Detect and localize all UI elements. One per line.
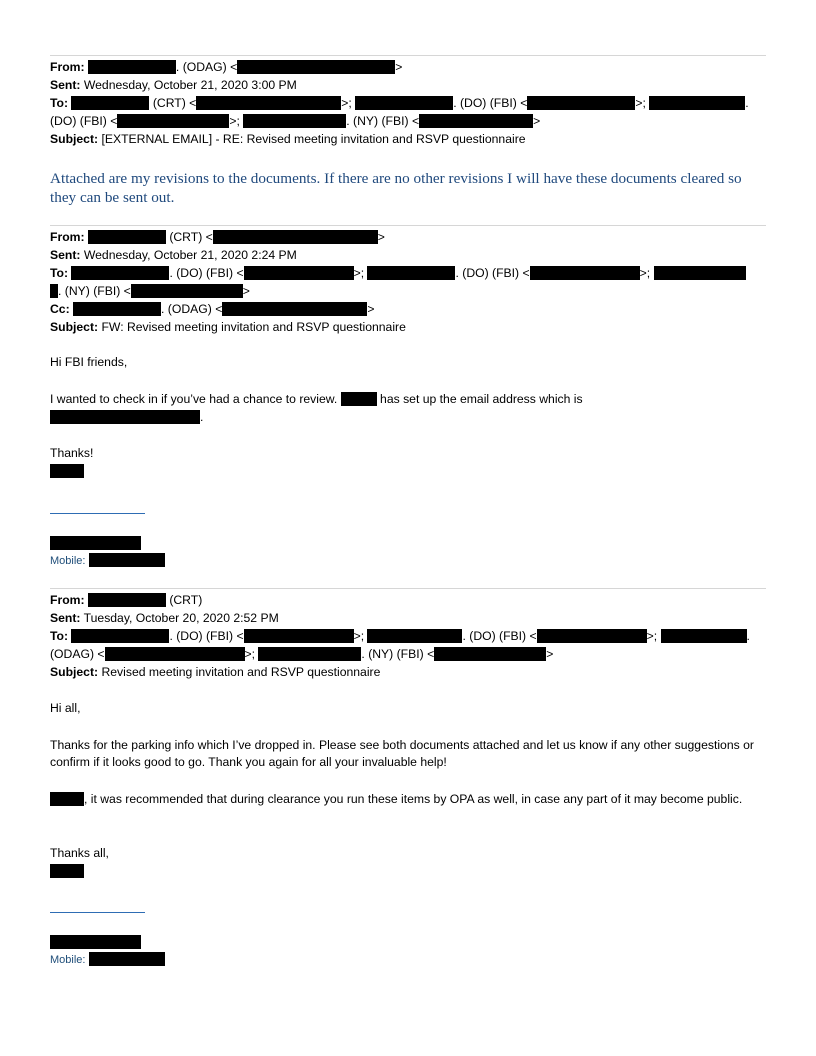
redaction-block xyxy=(89,952,165,966)
recipient-text: >; xyxy=(229,114,240,128)
redaction-block xyxy=(649,96,745,110)
redaction-block xyxy=(50,792,84,806)
redaction-block xyxy=(50,284,58,298)
recipient-text: >; xyxy=(353,629,365,643)
recipient-text: >; xyxy=(639,266,651,280)
from-label: From: xyxy=(50,230,85,244)
cc-label: Cc: xyxy=(50,302,70,316)
email3-subject-line xyxy=(50,664,380,681)
sent-value: Wednesday, October 21, 2020 2:24 PM xyxy=(83,248,297,262)
recipient-text: . (DO) (FBI) < xyxy=(455,266,530,280)
redaction-block xyxy=(222,302,367,316)
from-label: From: xyxy=(50,60,85,74)
recipient-text: . (NY) (FBI) < xyxy=(346,114,420,128)
redaction-block xyxy=(71,96,149,110)
email2-signature-name xyxy=(50,535,141,552)
recipient-text: >; xyxy=(244,647,256,661)
sent-label: Sent: xyxy=(50,611,81,625)
from-text: . (ODAG) < xyxy=(175,60,238,74)
redaction-block xyxy=(661,629,747,643)
redaction-block xyxy=(71,266,169,280)
email3-body-paragraph-1: Thanks for the parking info which I’ve dropped in. Please see both documents attached and let us know if any other suggestions or confirm if it looks good to go. Thank you again for all your invaluable help! xyxy=(50,738,754,769)
email1-to-line-1 xyxy=(50,95,749,112)
redaction-block xyxy=(258,647,361,661)
email1-sent-line xyxy=(50,77,297,94)
from-label: From: xyxy=(50,593,85,607)
email3-greeting: Hi all, xyxy=(50,701,81,715)
email2-body-line-1 xyxy=(50,391,583,408)
redaction-block xyxy=(88,60,176,74)
recipient-text: (CRT) < xyxy=(152,96,197,110)
redaction-block xyxy=(341,392,377,406)
sent-label: Sent: xyxy=(50,78,81,92)
redaction-block xyxy=(89,553,165,567)
recipient-text: (ODAG) < xyxy=(50,647,105,661)
redaction-block xyxy=(50,410,200,424)
recipient-text: . xyxy=(745,96,749,110)
email2-to-line-2 xyxy=(50,283,250,300)
from-text: (CRT) xyxy=(169,593,203,607)
email3-body-paragraph-2 xyxy=(50,791,766,808)
redaction-block xyxy=(105,647,245,661)
email3-signature-mobile xyxy=(50,951,165,968)
body-text: has set up the email address which is xyxy=(380,392,583,406)
recipient-text: . xyxy=(746,629,750,643)
recipient-text: >; xyxy=(341,96,352,110)
email1-subject-line xyxy=(50,131,526,148)
email3-from-line xyxy=(50,592,202,609)
email2-signoff-name xyxy=(50,463,84,480)
redaction-block xyxy=(73,302,161,316)
signature-divider xyxy=(50,513,145,514)
from-text: (CRT) < xyxy=(169,230,213,244)
redaction-block xyxy=(131,284,243,298)
email3-signature-name xyxy=(50,934,141,951)
redaction-block xyxy=(530,266,640,280)
email2-cc-line xyxy=(50,301,374,318)
redaction-block xyxy=(243,114,346,128)
email2-to-line-1 xyxy=(50,265,746,282)
recipient-text: . (DO) (FBI) < xyxy=(462,629,537,643)
to-label: To: xyxy=(50,266,69,280)
email3-sent-line xyxy=(50,610,279,627)
redaction-block xyxy=(367,629,462,643)
redaction-block xyxy=(237,60,395,74)
recipient-text: >; xyxy=(646,629,658,643)
sent-value: Tuesday, October 20, 2020 2:52 PM xyxy=(83,611,279,625)
subject-label: Subject: xyxy=(50,665,99,679)
recipient-text: . (NY) (FBI) < xyxy=(361,647,435,661)
redaction-block xyxy=(71,629,169,643)
mobile-label: Mobile: xyxy=(50,555,86,567)
subject-value: Revised meeting invitation and RSVP questionnaire xyxy=(101,665,381,679)
signature-divider xyxy=(50,912,145,913)
sent-value: Wednesday, October 21, 2020 3:00 PM xyxy=(83,78,297,92)
body-text: , it was recommended that during clearance you run these items by OPA as well, in case any part of it may become public. xyxy=(84,792,743,806)
subject-label: Subject: xyxy=(50,132,99,146)
redaction-block xyxy=(88,593,166,607)
subject-label: Subject: xyxy=(50,320,99,334)
separator-rule xyxy=(50,588,766,589)
recipient-text: . (NY) (FBI) < xyxy=(58,284,131,298)
recipient-text: . (DO) (FBI) < xyxy=(169,629,244,643)
redaction-block xyxy=(244,266,354,280)
sent-label: Sent: xyxy=(50,248,81,262)
redaction-block xyxy=(196,96,341,110)
redaction-block xyxy=(367,266,455,280)
recipient-text: >; xyxy=(635,96,646,110)
email3-thanks: Thanks all, xyxy=(50,846,109,860)
redaction-block xyxy=(654,266,746,280)
cc-text: > xyxy=(367,302,375,316)
redaction-block xyxy=(88,230,166,244)
redaction-block xyxy=(244,629,354,643)
redaction-block xyxy=(117,114,229,128)
separator-rule xyxy=(50,55,766,56)
body-text: I wanted to check in if you’ve had a chance to review. xyxy=(50,392,338,406)
email2-from-line xyxy=(50,229,385,246)
email2-sent-line xyxy=(50,247,297,264)
subject-value: [EXTERNAL EMAIL] - RE: Revised meeting invitation and RSVP questionnaire xyxy=(101,132,526,146)
email2-body-line-2 xyxy=(50,409,203,426)
body-text: . xyxy=(200,410,204,424)
redaction-block xyxy=(537,629,647,643)
subject-value: FW: Revised meeting invitation and RSVP questionnaire xyxy=(101,320,406,334)
to-label: To: xyxy=(50,96,69,110)
email1-from-line xyxy=(50,59,402,76)
email1-to-line-2 xyxy=(50,113,540,130)
redaction-block xyxy=(50,536,141,550)
redaction-block xyxy=(527,96,635,110)
recipient-text: > xyxy=(546,647,554,661)
recipient-text: . (DO) (FBI) < xyxy=(453,96,528,110)
recipient-text: >; xyxy=(353,266,365,280)
from-end: > xyxy=(377,230,385,244)
email3-to-line-1 xyxy=(50,628,750,645)
email2-thanks: Thanks! xyxy=(50,446,94,460)
recipient-text: > xyxy=(533,114,541,128)
cc-text: . (ODAG) < xyxy=(161,302,223,316)
email2-signature-mobile xyxy=(50,552,165,569)
mobile-label: Mobile: xyxy=(50,954,86,966)
redaction-block xyxy=(419,114,533,128)
to-label: To: xyxy=(50,629,69,643)
redaction-block xyxy=(355,96,453,110)
redaction-block xyxy=(50,935,141,949)
redaction-block xyxy=(50,464,84,478)
recipient-text: (DO) (FBI) < xyxy=(50,114,118,128)
redaction-block xyxy=(50,864,84,878)
redaction-block xyxy=(434,647,546,661)
email2-greeting: Hi FBI friends, xyxy=(50,355,128,369)
redaction-block xyxy=(213,230,378,244)
recipient-text: > xyxy=(242,284,250,298)
from-end: > xyxy=(395,60,403,74)
separator-rule xyxy=(50,225,766,226)
recipient-text: . (DO) (FBI) < xyxy=(169,266,244,280)
email1-body: Attached are my revisions to the documents. If there are no other revisions I will have these documents cleared so they can be sent out. xyxy=(50,170,742,206)
email2-subject-line xyxy=(50,319,406,336)
email3-to-line-2 xyxy=(50,646,553,663)
email3-signoff-name xyxy=(50,863,84,880)
